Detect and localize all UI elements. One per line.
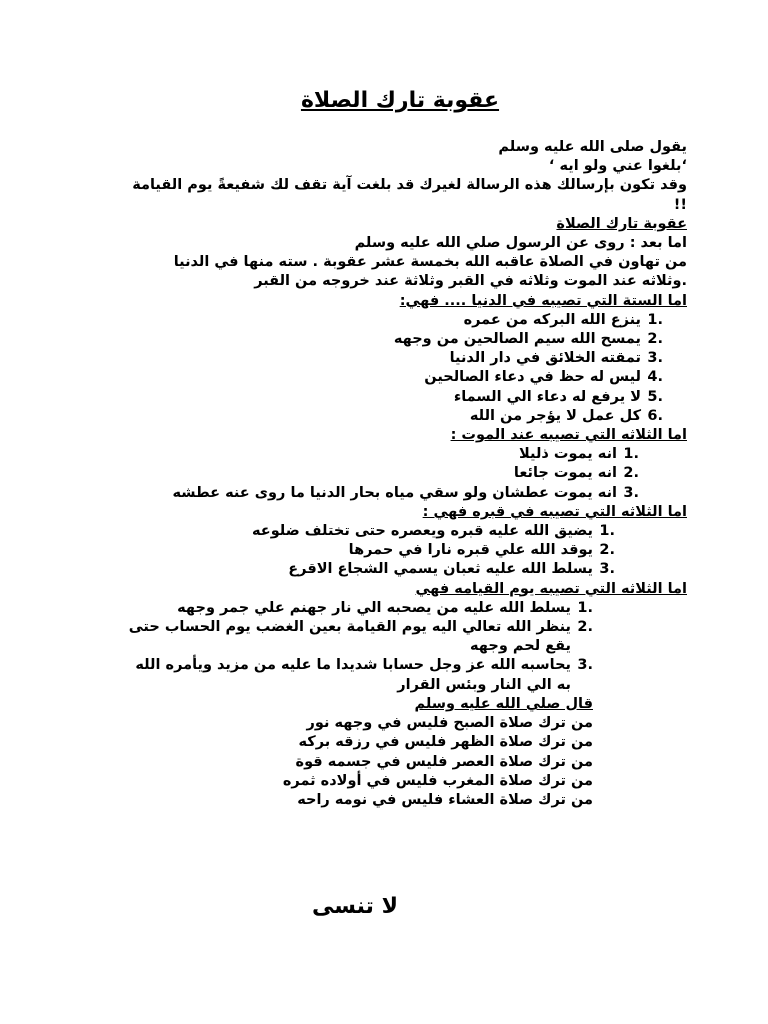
list-dunya — [125, 311, 663, 426]
list-item: .2 ينظر الله تعالي اليه يوم القيامة بعين الغضب يوم الحساب حتى يقع لحم وجهه — [128, 619, 593, 655]
list-item: .3 يحاسبه الله عز وجل حسابا شديدا ما عليه من مزيد ويأمره الله به الي النار وبئس القرار — [135, 657, 593, 693]
saying-line: من ترك صلاة الصبح فليس في وجهه نور — [306, 715, 593, 732]
intro-line: يقول صلى الله عليه وسلم — [498, 139, 687, 155]
section-subtitle: عقوبة تارك الصلاة — [556, 215, 687, 232]
list-judgement — [125, 599, 593, 695]
list-grave — [125, 522, 615, 580]
summary-paragraph: من تهاون في الصلاة عاقبه الله بخمسة عشر عقوبة . سته منها في الدنيا .وثلاثه عند الموت وثلاثه في القبر وثلاثة عند خروجه من القبر — [173, 254, 687, 290]
list-item: .3 انه يموت عطشان ولو سقي مياه بحار الدنيا ما روى عنه عطشه — [172, 484, 639, 501]
saying-line: من ترك صلاة الظهر فليس في رزقه بركه — [298, 734, 593, 751]
saying-line: من ترك صلاة العشاء فليس في نومه راحه — [297, 791, 593, 808]
list-item: .1 يسلط الله عليه من يصحبه الي نار جهنم علي جمر وجهه — [177, 599, 593, 616]
list-item: .2 انه يموت جائعا — [513, 465, 639, 482]
intro-line: ‘بلغوا عني ولو ايه ‘ — [548, 158, 687, 175]
section-heading-death: اما الثلاثه التي تصيبه عند الموت : — [450, 427, 687, 444]
list-item: .4 ليس له حظ في دعاء الصالحين — [424, 369, 663, 386]
list-item: .3 تمقته الخلائق في دار الدنيا — [449, 350, 663, 367]
saying-line: من ترك صلاة العصر فليس في جسمه قوة — [295, 753, 593, 770]
list-death — [125, 445, 639, 503]
sayings-block — [125, 695, 593, 810]
document-title: عقوبة تارك الصلاة — [300, 88, 500, 113]
intro-line: وقد تكون بإرسالك هذه الرسالة لغيرك قد بلغت آية تقف لك شفيعةً يوم القيامة !! — [132, 177, 687, 213]
list-item: .1 يضيق الله عليه قبره ويعصره حتى تختلف ضلوعه — [252, 523, 615, 540]
list-item: .2 يوقد الله علي قبره نارا في حمرها — [348, 542, 615, 559]
list-item: .6 كل عمل لا يؤجر من الله — [469, 407, 663, 424]
list-item: .5 لا يرفع له دعاء الي السماء — [453, 388, 663, 405]
section-heading-grave: اما الثلاثه التي تصيبه في قبره فهي : — [422, 503, 687, 520]
sayings-heading: قال صلي الله عليه وسلم — [414, 695, 593, 712]
document-body — [125, 138, 687, 810]
list-item: .3 يسلط الله عليه ثعبان يسمي الشجاع الاقرع — [288, 561, 615, 578]
list-item: .2 يمسح الله سيم الصالحين من وجهه — [393, 331, 663, 348]
closing-text: لا تنسى — [312, 894, 398, 919]
section-heading-judgement: اما الثلاثه التي تصيبه يوم القيامه فهي — [415, 580, 687, 597]
list-item: .1 ينزع الله البركه من عمره — [463, 311, 663, 328]
list-item: .1 انه يموت ذليلا — [519, 446, 639, 463]
saying-line: من ترك صلاة المغرب فليس في أولاده ثمره — [282, 772, 593, 789]
section-heading-dunya: اما الستة التي تصيبه في الدنيا .... فهي: — [399, 292, 687, 309]
narration-line: اما بعد : روى عن الرسول صلي الله عليه وسلم — [354, 235, 687, 252]
